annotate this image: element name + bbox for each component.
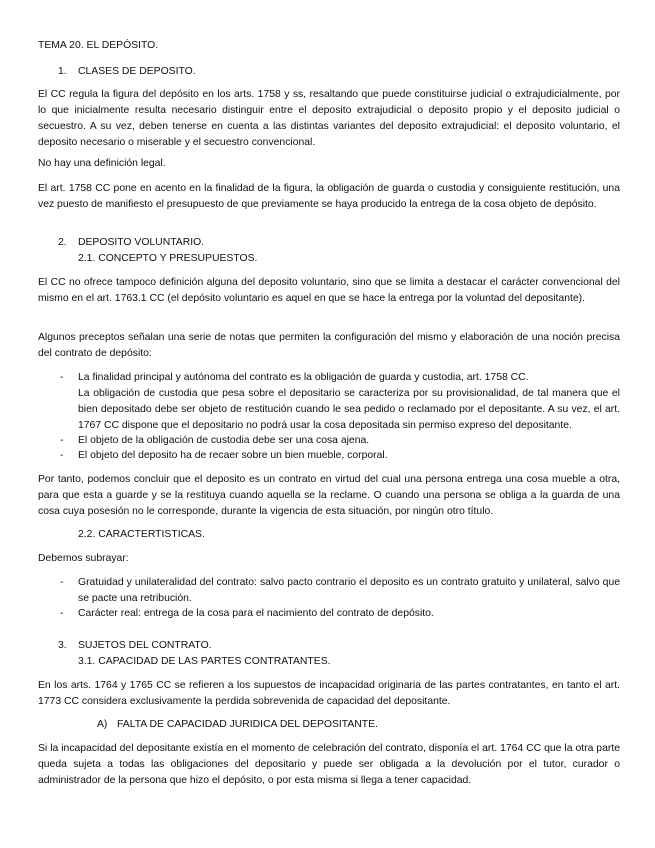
paragraph-8: En los arts. 1764 y 1765 CC se refieren a los supuestos de incapacidad originaria de las partes contratantes, en tanto el art. 1773 CC considera exclusivamente la perdida sobrevenida de capacidad del depositante. bbox=[38, 680, 620, 707]
bullet-item: Gratuidad y unilateralidad del contrato: salvo pacto contrario el deposito es un contrato gratuito y unilateral, salvo que se pacte una retribución. bbox=[78, 577, 620, 604]
section-1-number: 1. bbox=[58, 66, 67, 77]
subsection-3-1-heading: 3.1. CAPACIDAD DE LAS PARTES CONTRATANTES. bbox=[78, 656, 331, 667]
paragraph-1: El CC regula la figura del depósito en los arts. 1758 y ss, resaltando que puede constituirse judicial o extrajudicialmente, por lo que inicialmente resulta necesario distinguir entre el deposito extrajudicial o deposito propio y el deposito judicial o secuestro. A su vez, deben tenerse en cuenta a las distintas variantes del deposito extrajudicial: el deposito voluntario, el deposito necesario o miserable y el secuestro convencional. bbox=[38, 89, 620, 148]
paragraph-7: Debemos subrayar: bbox=[38, 553, 129, 564]
subsection-2-2-heading: 2.2. CARACTERTISTICAS. bbox=[78, 529, 205, 540]
subsection-a-marker: A) bbox=[97, 719, 108, 730]
section-2-heading: DEPOSITO VOLUNTARIO. bbox=[78, 237, 205, 248]
subsection-a-heading: FALTA DE CAPACIDAD JURIDICA DEL DEPOSITANTE. bbox=[117, 719, 378, 730]
subsection-2-1-heading: 2.1. CONCEPTO Y PRESUPUESTOS. bbox=[78, 253, 258, 264]
section-3-number: 3. bbox=[58, 640, 67, 651]
paragraph-9: Si la incapacidad del depositante existía en el momento de celebración del contrato, disponía el art. 1764 CC que la otra parte queda sujeta a todas las obligaciones del depositario y puede ser obligada a la devolución por el tutor, curador o administrador de la persona que hizo el depósito, o por esta misma si llega a tener capacidad. bbox=[38, 743, 620, 786]
document-title: TEMA 20. EL DEPÓSITO. bbox=[38, 40, 159, 51]
bullet-item-continuation: La obligación de custodia que pesa sobre el depositario se caracteriza por su provisionalidad, de tal manera que el bien depositado debe ser objeto de restitución cuando le sea pedido o reclamado por el depositante. A su vez, el art. 1767 CC dispone que el depositario no podrá usar la cosa depositada sin permiso expreso del depositante. bbox=[78, 388, 620, 431]
paragraph-3: El art. 1758 CC pone en acento en la finalidad de la figura, la obligación de guarda o custodia y consiguiente restitución, una vez puesto de manifiesto el presupuesto de que previamente se haya producido la entrega de la cosa objeto de depósito. bbox=[38, 183, 620, 210]
bullet-marker: - bbox=[60, 450, 64, 461]
bullet-item: El objeto de la obligación de custodia debe ser una cosa ajena. bbox=[78, 435, 370, 446]
section-1-heading: CLASES DE DEPOSITO. bbox=[78, 66, 196, 77]
section-3-heading: SUJETOS DEL CONTRATO. bbox=[78, 640, 212, 651]
bullet-item: Carácter real: entrega de la cosa para el nacimiento del contrato de depósito. bbox=[78, 608, 434, 619]
bullet-item: La finalidad principal y autónoma del contrato es la obligación de guarda y custodia, art. 1758 CC. bbox=[78, 372, 529, 383]
bullet-marker: - bbox=[60, 608, 64, 619]
bullet-marker: - bbox=[60, 435, 64, 446]
bullet-marker: - bbox=[60, 577, 64, 588]
paragraph-6: Por tanto, podemos concluir que el deposito es un contrato en virtud del cual una persona entrega una cosa mueble a otra, para que esta a guarde y se la restituya cuando aquella se la reclame. O cuando una persona se obliga a la guarda de una cosa cuya posesión no le corresponde, durante la vigencia de esta situación, por ningún otro título. bbox=[38, 474, 620, 517]
paragraph-4: El CC no ofrece tampoco definición alguna del deposito voluntario, sino que se limita a destacar el carácter convencional del mismo en el art. 1763.1 CC (el depósito voluntario es aquel en que se hace la entrega por la voluntad del depositante). bbox=[38, 277, 620, 304]
bullet-marker: - bbox=[60, 372, 64, 383]
bullet-item: El objeto del deposito ha de recaer sobre un bien mueble, corporal. bbox=[78, 450, 388, 461]
section-2-number: 2. bbox=[58, 237, 67, 248]
paragraph-5: Algunos preceptos señalan una serie de notas que permiten la configuración del mismo y elaboración de una noción precisa del contrato de depósito: bbox=[38, 332, 620, 359]
paragraph-2: No hay una definición legal. bbox=[38, 158, 166, 169]
